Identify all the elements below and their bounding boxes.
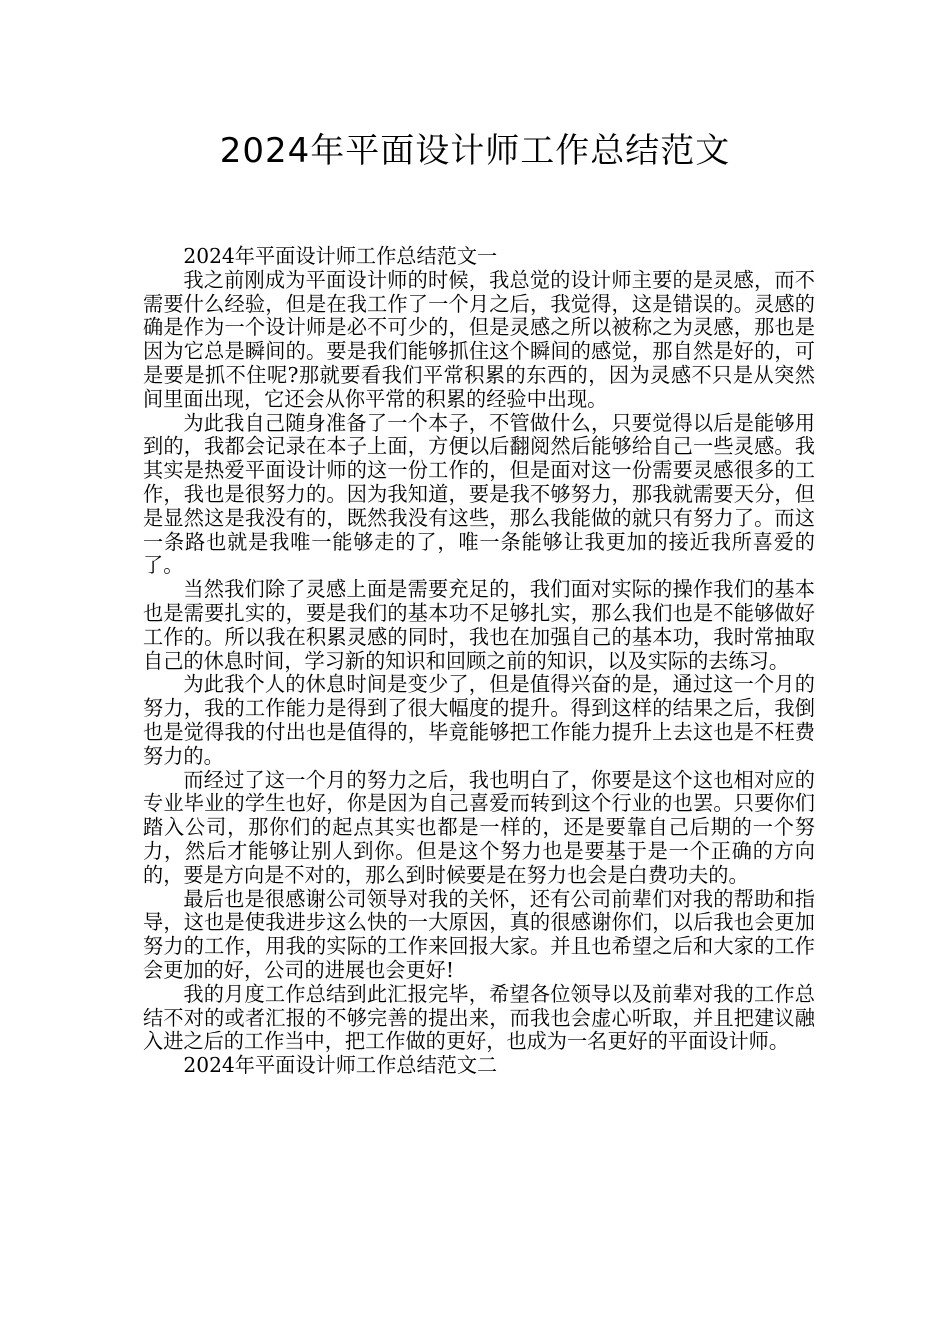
paragraph-3: 当然我们除了灵感上面是需要充足的，我们面对实际的操作我们的基本也是需要扎实的，要是我们的基本功不足够扎实，那么我们也是不能够做好工作的。所以我在积累灵感的同时，我也在加强自己的基本功，我时常抽取自己的休息时间，学习新的知识和回顾之前的知识，以及实际的去练习。 (143, 577, 815, 673)
paragraph-2: 为此我自己随身准备了一个本子，不管做什么，只要觉得以后是能够用到的，我都会记录在本子上面，方便以后翻阅然后能够给自己一些灵感。我其实是热爱平面设计师的这一份工作的，但是面对这一份需要灵感很多的工作，我也是很努力的。因为我知道，要是我不够努力，那我就需要天分，但是显然这是我没有的，既然我没有这些，那么我能做的就只有努力了。而这一条路也就是我唯一能够走的了，唯一条能够让我更加的接近我所喜爱的了。 (143, 410, 815, 578)
paragraph-4: 为此我个人的休息时间是变少了，但是值得兴奋的是，通过这一个月的努力，我的工作能力是得到了很大幅度的提升。得到这样的结果之后，我倒也是觉得我的付出也是值得的，毕竟能够把工作能力提升上去这也是不枉费努力的。 (143, 672, 815, 768)
section-one-heading: 2024年平面设计师工作总结范文一 (183, 244, 498, 268)
paragraph-1: 我之前刚成为平面设计师的时候，我总觉的设计师主要的是灵感，而不需要什么经验，但是在我工作了一个月之后，我觉得，这是错误的。灵感的确是作为一个设计师是必不可少的，但是灵感之所以被称之为灵感，那也是因为它总是瞬间的。要是我们能够抓住这个瞬间的感觉，那自然是好的，可是要是抓不住呢?那就要看我们平常积累的东西的，因为灵感不只是从突然间里面出现，它还会从你平常的积累的经验中出现。 (143, 267, 815, 411)
document-body (143, 245, 815, 1078)
paragraph-6: 最后也是很感谢公司领导对我的关怀，还有公司前辈们对我的帮助和指导，这也是使我进步这么快的一大原因，真的很感谢你们，以后我也会更加努力的工作，用我的实际的工作来回报大家。并且也希望之后和大家的工作会更加的好，公司的进展也会更好! (143, 886, 815, 982)
section-two-heading: 2024年平面设计师工作总结范文二 (183, 1053, 498, 1078)
paragraph-7: 我的月度工作总结到此汇报完毕，希望各位领导以及前辈对我的工作总结不对的或者汇报的不够完善的提出来，而我也会虚心听取，并且把建议融入进之后的工作当中，把工作做的更好，也成为一名更好的平面设计师。 (143, 981, 815, 1054)
document-title: 2024年平面设计师工作总结范文 (219, 131, 731, 171)
paragraph-5: 而经过了这一个月的努力之后，我也明白了，你要是这个这也相对应的专业毕业的学生也好，你是因为自己喜爱而转到这个行业的也罢。只要你们踏入公司，那你们的起点其实也都是一样的，还是要靠自己后期的一个努力，然后才能够让别人到你。但是这个努力也是要基于是一个正确的方向的，要是方向是不对的，那么到时候要是在努力也会是白费功夫的。 (143, 767, 815, 887)
